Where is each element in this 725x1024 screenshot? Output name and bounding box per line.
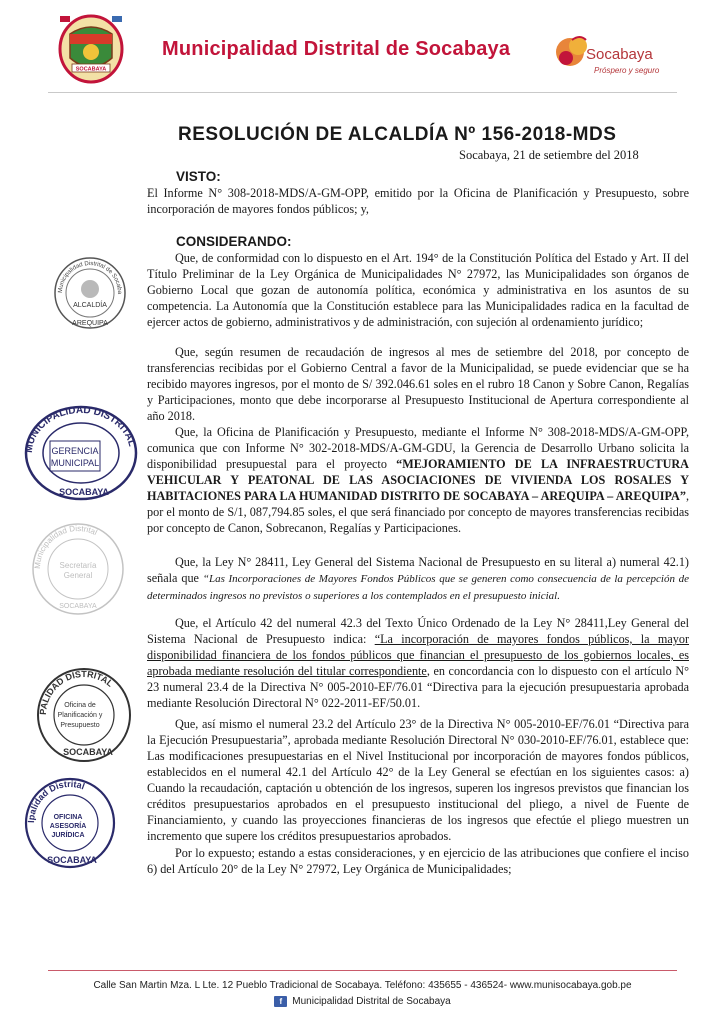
stamp-gerencia-ring: MUNICIPALIDAD DISTRITAL: [23, 404, 138, 454]
considerando-heading: CONSIDERANDO:: [176, 234, 292, 249]
visto-heading: VISTO:: [176, 169, 221, 184]
paragraph-1-text: Que, de conformidad con lo dispuesto en el Art. 194° de la Constitución Política del Estado y Art. II del Título Preliminar de la Ley Orgánica de Municipalidades N° 27972, las Municipalidades son órganos de Gobierno Local que gozan de autonomía política, económica y administrativa en los asuntos de su competencia. La Autonomía que la Constitución establece para las Municipalidades radica en la facultad de ejercer actos de gobierno, administrativos y de administración, con sujeción al ordenamiento jurídico;: [147, 251, 689, 329]
stamp-gerencia-municipal: [22, 403, 140, 503]
paragraph-5-text-a: Que, el Artículo 42 del numeral 42.3 del Texto Único Ordenado de la Ley N° 28411,Ley General del Sistema Nacional de Presupuesto indica:: [147, 616, 689, 646]
paragraph-1: [147, 250, 689, 330]
paragraph-5-text-c: , en concordancia con lo dispuesto con el artículo N° 23 numeral 23.4 de la Directiva N° 005-2010-EF/76.01 “Directiva para la ejecución presupuestaria aprobada mediante Resolución Directoral N° 022-2011-EF/50.01.: [147, 664, 689, 710]
paragraph-6-text: Que, así mismo el numeral 23.2 del Artículo 23° de la Directiva N° 005-2010-EF/76.01 “Directiva para la Ejecución Presupuestaria”, aprobada mediante Resolución Directoral N° 030-2010-EF/76.01, establece que: Las modificaciones presupuestarias en el Nivel Institucional por incorporación de mayores fondos públicos, establecidos en el numeral 42.1 del Artículo 42° de la Ley General se efectúan en los siguientes casos: a) Cuando la recaudación, captación u obtención de los ingresos, superen los ingresos previstos que financian los créditos presupuestarios aprobados en el presupuesto institucional del pliego, a nivel de Fuente de Financiamiento, y cuando las proyecciones financieras de los ingresos que efectúe el pliego muestren un incremento que supere los créditos presupuestarios aprobados.: [147, 717, 689, 843]
crest-label: SOCABAYA: [75, 66, 107, 73]
visto-paragraph: El Informe N° 308-2018-MDS/A-GM-OPP, emitido por la Oficina de Planificación y Presupuesto, sobre incorporación de mayores fondos públicos; y,: [147, 186, 689, 216]
municipality-title: Municipalidad Distrital de Socabaya: [162, 38, 511, 60]
stamp-planificacion-inner3: Presupuesto: [60, 722, 100, 729]
project-name: “MEJORAMIENTO DE LA INFRAESTRUCTURA VEHICULAR Y PEATONAL DE LAS ASOCIACIONES DE VIVIENDA LOS ROSALES Y HABITACIONES PARA LA HUMANIDAD DISTRITO DE SOCABAYA – AREQUIPA – AREQUIPA”: [147, 457, 689, 503]
paragraph-3: [147, 424, 689, 536]
paragraph-4: [147, 554, 689, 604]
brand-name: Socabaya: [586, 46, 653, 63]
stamp-gerencia-inner2: MUNICIPAL: [50, 458, 100, 468]
paragraph-6: [147, 716, 689, 844]
paragraph-2: [147, 344, 689, 424]
municipal-crest-logo: [56, 12, 126, 84]
stamp-secretaria-ring: Municipalidad Distrital: [32, 523, 99, 570]
footer-address: Calle San Martin Mza. L Lte. 12 Pueblo Tradicional de Socabaya. Teléfono: 435655 - 436524- www.munisocabaya.gob.pe: [93, 980, 632, 991]
paragraph-5-quote: “La incorporación de mayores fondos públicos, la mayor disponibilidad financiera de los fondos públicos que financian el presupuesto de los gobiernos locales, es aprobada mediante resolución del titular correspondiente: [147, 632, 690, 678]
stamp-alcaldia: [52, 255, 128, 331]
stamp-asesoria-juridica: [20, 775, 120, 870]
stamp-secretaria-inner1: Secretaría: [59, 561, 97, 570]
stamp-alcaldia-bottom: AREQUIPA: [72, 320, 108, 327]
stamp-secretaria-inner2: General: [63, 571, 93, 580]
stamp-asesoria-bottom: SOCABAYA: [47, 855, 97, 865]
stamp-asesoria-inner2: ASESORÍA: [49, 823, 87, 830]
stamp-alcaldia-inner: ALCALDÍA: [73, 302, 107, 309]
paragraph-2-text: Que, según resumen de recaudación de ingresos al mes de setiembre del 2018, por concepto de transferencias recibidas por el Gobierno Central a favor de la Municipalidad, se puede evidenciar que se ha recibido mayores ingresos, por el monto de S/ 392.046.61 soles en el rubro 18 Canon y Sobre Canon, Regalías y Participaciones, monto que debe incorporarse al Presupuesto Institucional de Apertura correspondiente al año 2018.: [147, 345, 689, 423]
brand-tagline: Próspero y seguro: [594, 66, 660, 75]
stamp-secretaria-bottom: SOCABAYA: [59, 603, 97, 610]
stamp-planificacion-presupuesto: [34, 665, 134, 765]
stamp-planificacion-bottom: SOCABAYA: [63, 747, 113, 757]
paragraph-3-text-a: Que, la Oficina de Planificación y Presupuesto, mediante el Informe N° 308-2018-MDS/A-GM-OPP, comunica que con Informe N° 302-2018-MDS/A-GM-GDU, la Gerencia de Desarrollo Urbano solicita la disponibilidad presupuestal para el proyecto: [147, 425, 689, 471]
stamp-asesoria-inner1: OFICINA: [53, 814, 83, 821]
stamp-asesoria-inner3: JURÍDICA: [51, 832, 85, 839]
stamp-planificacion-inner1: Oficina de: [64, 702, 96, 709]
paragraph-7-text: Por lo expuesto; estando a estas consideraciones, y en ejercicio de las atribuciones que confiere el inciso 6) del Artículo 20° de la Ley N° 27972, Ley Orgánica de Municipalidades;: [147, 846, 689, 876]
paragraph-7: [147, 845, 689, 877]
stamp-gerencia-inner1: GERENCIA: [51, 446, 99, 456]
header-divider: [48, 92, 677, 93]
footer-social-label[interactable]: Municipalidad Distrital de Socabaya: [292, 996, 451, 1007]
stamp-gerencia-bottom: SOCABAYA: [59, 487, 109, 497]
footer-divider: [48, 970, 677, 971]
stamp-planificacion-ring: PALIDAD DISTRITAL: [37, 668, 116, 716]
facebook-icon[interactable]: f: [274, 996, 287, 1007]
stamp-planificacion-inner2: Planificación y: [57, 712, 103, 719]
paragraph-5: [147, 615, 689, 711]
stamp-asesoria-ring: Ipalidad Distrital: [25, 778, 87, 824]
paragraph-4-quote: “Las Incorporaciones de Mayores Fondos Públicos que se generen como consecuencia de la percepción de determinados ingresos no previstos o superiores a los contemplados en el presupuesto inicial.: [147, 573, 689, 602]
stamp-alcaldia-ring: Municipalidad Distrital de Socaba: [57, 260, 123, 295]
stamp-secretaria-general: [28, 520, 128, 618]
paragraph-3-text-c: , por el monto de S/1, 087,794.85 soles, el que será financiado por concepto de mayores transferencias recibidas por concepto de Canon, Sobrecanon, Regalías y Participaciones.: [147, 489, 689, 535]
resolution-date: Socabaya, 21 de setiembre del 2018: [459, 148, 639, 162]
paragraph-4-text-a: Que, la Ley N° 28411, Ley General del Sistema Nacional de Presupuesto en su literal a) numeral 42.1) señala que: [147, 555, 689, 585]
footer-social[interactable]: [0, 996, 725, 1007]
resolution-title: RESOLUCIÓN DE ALCALDÍA Nº 156-2018-MDS: [178, 124, 617, 145]
